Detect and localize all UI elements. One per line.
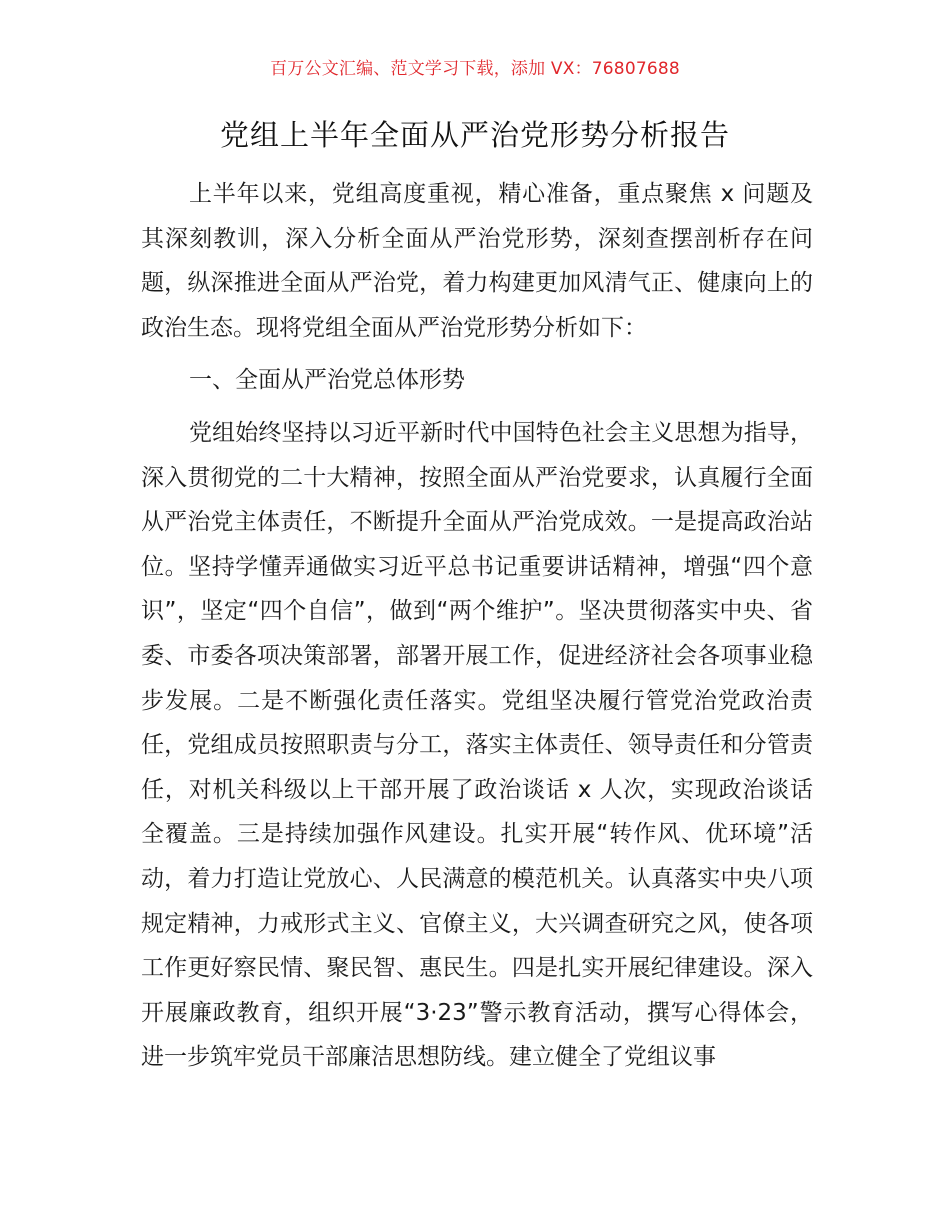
intro-paragraph: 上半年以来，党组高度重视，精心准备，重点聚焦 x 问题及其深刻教训，深入分析全面从严治党形势，深刻查摆剖析存在问题，纵深推进全面从严治党，着力构建更加风清气正、健康向上的政治生态。现将党组全面从严治党形势分析如下： <box>141 181 813 341</box>
document-body <box>141 172 813 1080</box>
section-paragraph: 党组始终坚持以习近平新时代中国特色社会主义思想为指导，深入贯彻党的二十大精神，按照全面从严治党要求，认真履行全面从严治党主体责任，不断提升全面从严治党成效。一是提高政治站位。坚持学懂弄通做实习近平总书记重要讲话精神，增强“四个意识”，坚定“四个自信”，做到“两个维护”。坚决贯彻落实中央、省委、市委各项决策部署，部署开展工作，促进经济社会各项事业稳步发展。二是不断强化责任落实。党组坚决履行管党治党政治责任，党组成员按照职责与分工，落实主体责任、领导责任和分管责任，对机关科级以上干部开展了政治谈话 x 人次，实现政治谈话全覆盖。三是持续加强作风建设。扎实开展“转作风、优环境”活动，着力打造让党放心、人民满意的模范机关。认真落实中央八项规定精神，力戒形式主义、官僚主义，大兴调查研究之风，使各项工作更好察民情、聚民智、惠民生。四是扎实开展纪律建设。深入开展廉政教育，组织开展“3·23”警示教育活动，撰写心得体会，进一步筑牢党员干部廉洁思想防线。建立健全了党组议事 <box>141 419 813 1071</box>
document-title: 党组上半年全面从严治党形势分析报告 <box>219 118 730 152</box>
section-heading: 一、全面从严治党总体形势 <box>189 367 465 394</box>
header-promo-note: 百万公文汇编、范文学习下载，添加 VX：76807688 <box>270 59 680 79</box>
